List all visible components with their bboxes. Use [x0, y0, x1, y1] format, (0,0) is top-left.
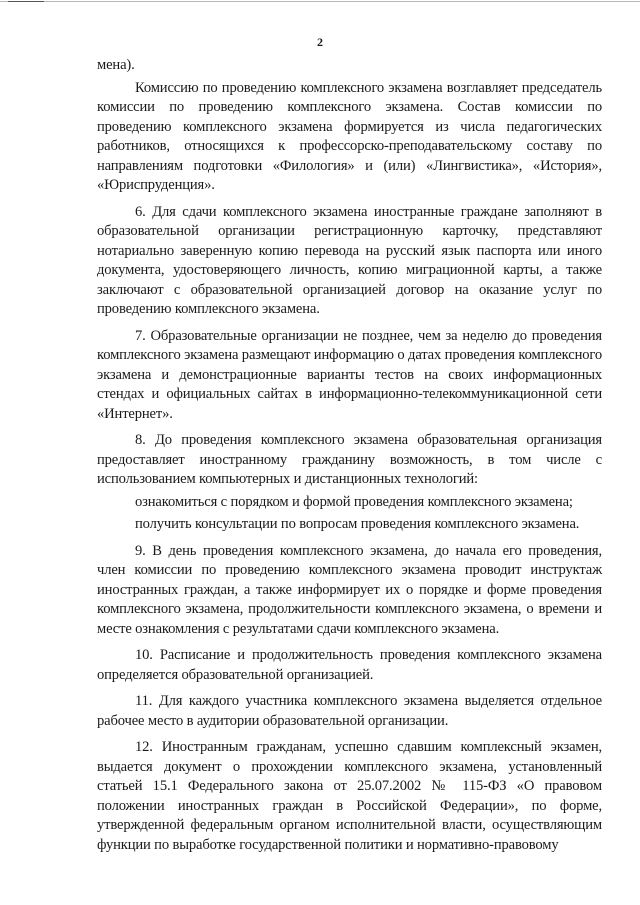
- paragraph-item-10: 10. Расписание и продолжительность проведения комплексного экзамена определяется образовательной организацией.: [97, 647, 602, 683]
- list-item-consult: получить консультации по вопросам проведения комплексного экзамена.: [135, 516, 580, 532]
- paragraph-item-9: 9. В день проведения комплексного экзамена, до начала его проведения, член комиссии по проведению комплексного экзамена проводит инструктаж иностранных граждан, а также информирует их о порядке и форме проведения комплексного экзамена, продолжительности комплексного экзамена, о времени и месте ознакомления с результатами сдачи комплексного экзамена.: [97, 542, 602, 637]
- paragraph-item-6: 6. Для сдачи комплексного экзамена иностранные граждане заполняют в образовательной организации регистрационную карточку, представляют нотариально заверенную копию перевода на русский язык паспорта или иного документа, удостоверяющего личность, копию миграционной карты, а также заключают с образовательной организацией договор на оказание услуг по проведению комплексного экзамена.: [97, 203, 602, 317]
- list-item-familiarize: ознакомиться с порядком и формой проведения комплексного экзамена;: [135, 493, 573, 510]
- scan-edge-line: [0, 1, 640, 2]
- scan-edge-mark: [8, 1, 44, 2]
- paragraph-item-11: 11. Для каждого участника комплексного экзамена выделяется отдельное рабочее место в аудитории образовательной организации.: [97, 693, 602, 729]
- paragraph-continuation: мена).: [97, 57, 135, 73]
- paragraph-commission: Комиссию по проведению комплексного экзамена возглавляет председатель комиссии по проведению комплексного экзамена. Состав комиссии по проведению комплексного экзамена формируется из числа педагогических работников, относящихся к профессорско-преподавательскому составу по направлениям подготовки «Филология» и (или) «Лингвистика», «История», «Юриспруденция».: [97, 79, 602, 193]
- paragraph-item-7: 7. Образовательные организации не позднее, чем за неделю до проведения комплексного экзамена размещают информацию о датах проведения комплексного экзамена и демонстрационные варианты тестов на своих информационных стендах и официальных сайтах в информационно-телекоммуникационной сети «Интернет».: [97, 327, 602, 422]
- page-number: 2: [317, 35, 323, 49]
- paragraph-item-8: 8. До проведения комплексного экзамена образовательная организация предоставляет иностранному гражданину возможность, в том числе с использованием компьютерных и дистанционных технологий:: [97, 432, 602, 487]
- document-body: [97, 56, 602, 855]
- paragraph-item-12: 12. Иностранным гражданам, успешно сдавшим комплексный экзамен, выдается документ о прохождении комплексного экзамена, установленный статьей 15.1 Федерального закона от 25.07.2002 № 115-ФЗ «О правовом положении иностранных граждан в Российской Федерации», по форме, утвержденной федеральным органом исполнительной власти, осуществляющим функции по выработке государственной политики и нормативно-правовому: [97, 739, 602, 853]
